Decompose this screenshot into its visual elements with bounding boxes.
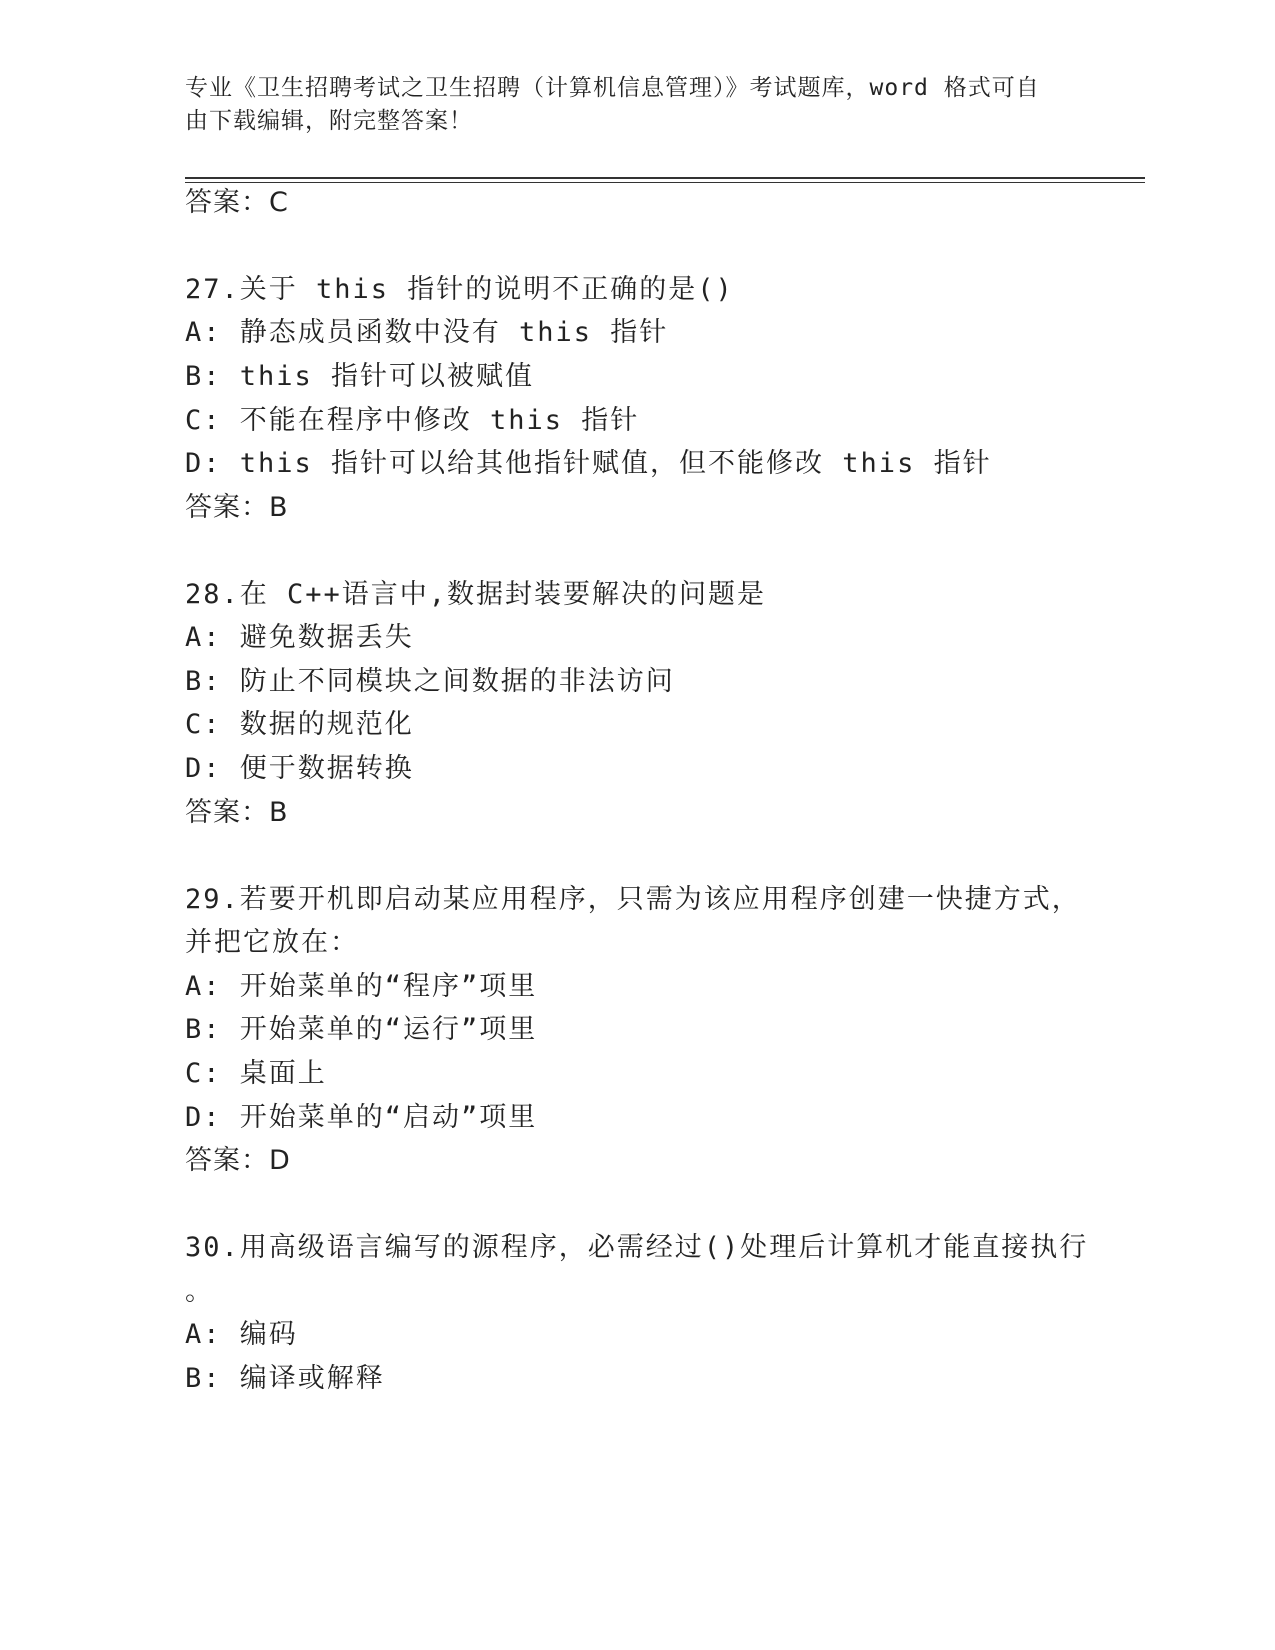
option-d: D: this 指针可以给其他指针赋值，但不能修改 this 指针 (185, 448, 992, 479)
option-d: D: 便于数据转换 (185, 753, 414, 784)
answer: 答案：B (185, 492, 289, 523)
previous-answer: 答案：C (185, 187, 289, 218)
question-text-line-2: 并把它放在： (185, 927, 359, 958)
header-line-1: 专业《卫生招聘考试之卫生招聘（计算机信息管理）》考试题库，word 格式可自 (185, 75, 1040, 101)
option-b: B: 开始菜单的“运行”项里 (185, 1014, 538, 1045)
header-divider-thin (185, 182, 1145, 183)
option-a: A: 避免数据丢失 (185, 622, 414, 653)
answer: 答案：D (185, 1145, 291, 1176)
header-line-2: 由下载编辑，附完整答案！ (185, 108, 473, 134)
question-text-line-1: 30.用高级语言编写的源程序，必需经过()处理后计算机才能直接执行 (185, 1232, 1089, 1263)
option-a: A: 开始菜单的“程序”项里 (185, 971, 538, 1002)
option-a: A: 编码 (185, 1319, 298, 1350)
option-b: B: 防止不同模块之间数据的非法访问 (185, 666, 675, 697)
option-d: D: 开始菜单的“启动”项里 (185, 1102, 538, 1133)
question-text-line-2: 。 (185, 1276, 214, 1307)
option-b: B: 编译或解释 (185, 1363, 385, 1394)
question-text: 28.在 C++语言中,数据封装要解决的问题是 (185, 579, 767, 610)
question-text-line-1: 29.若要开机即启动某应用程序，只需为该应用程序创建一快捷方式， (185, 884, 1081, 915)
option-c: C: 不能在程序中修改 this 指针 (185, 405, 640, 436)
question-text: 27.关于 this 指针的说明不正确的是() (185, 274, 734, 305)
header-divider-thick (185, 177, 1145, 179)
option-c: C: 数据的规范化 (185, 709, 414, 740)
option-b: B: this 指针可以被赋值 (185, 361, 535, 392)
option-c: C: 桌面上 (185, 1058, 327, 1089)
option-a: A: 静态成员函数中没有 this 指针 (185, 317, 669, 348)
answer: 答案：B (185, 797, 289, 828)
document-header (185, 72, 1065, 138)
